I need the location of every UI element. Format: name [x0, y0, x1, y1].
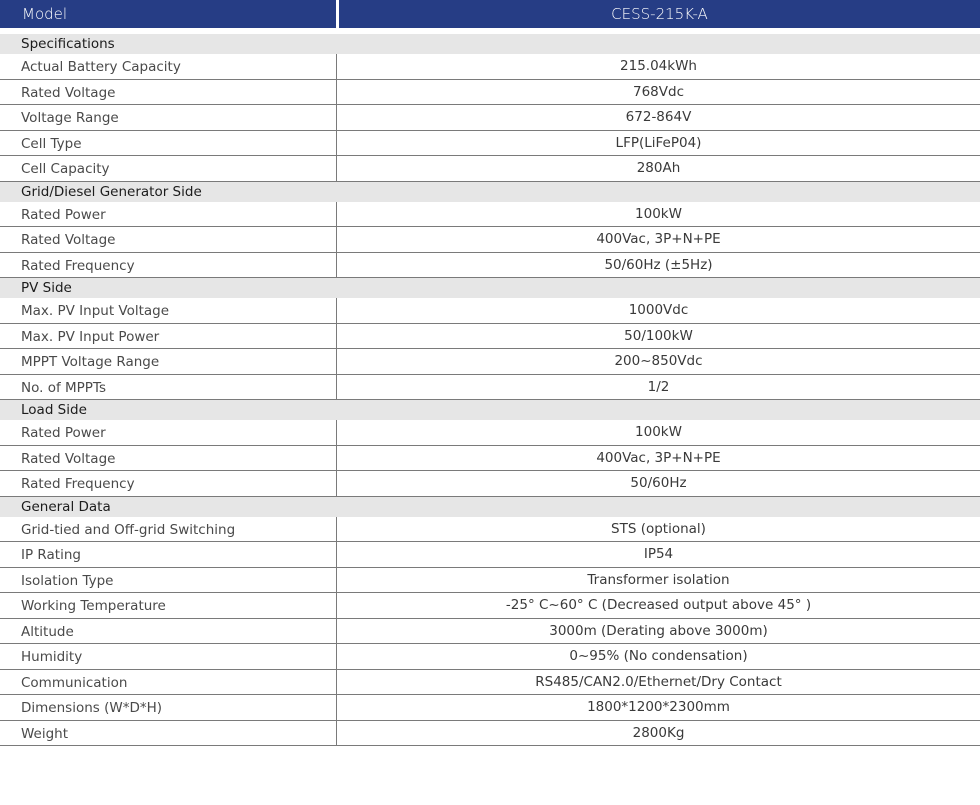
header-model: CESS-215K-A [339, 0, 980, 28]
row-value: IP54 [643, 546, 674, 562]
row-label: Rated Voltage [0, 446, 337, 471]
row-value: -25° C~60° C (Decreased output above 45° ) [505, 597, 812, 613]
row-value: 100kW [635, 424, 682, 440]
table-row [0, 471, 980, 497]
table-row [0, 517, 980, 543]
row-label: Weight [0, 721, 337, 746]
table-row [0, 375, 980, 401]
row-value: 400Vac, 3P+N+PE [596, 449, 721, 466]
section-header: Specifications [0, 34, 980, 54]
row-value: 50/100kW [624, 327, 693, 344]
table-row [0, 568, 980, 594]
row-value: 215.04kWh [620, 58, 697, 74]
table-row [0, 695, 980, 721]
table-body [0, 34, 980, 746]
table-row [0, 670, 980, 696]
table-row [0, 324, 980, 350]
row-label: MPPT Voltage Range [0, 349, 337, 374]
section-header: Grid/Diesel Generator Side [0, 182, 980, 202]
row-label: Cell Type [0, 131, 337, 156]
row-value: STS (optional) [611, 520, 706, 537]
row-value: 50/60Hz (±5Hz) [604, 256, 713, 273]
section-header: General Data [0, 497, 980, 517]
row-value: RS485/CAN2.0/Ethernet/Dry Contact [535, 673, 782, 690]
table-row [0, 156, 980, 182]
table-row [0, 105, 980, 131]
table-row [0, 542, 980, 568]
row-value: 1/2 [647, 378, 670, 395]
header-label: Model [0, 0, 336, 28]
row-label: Grid-tied and Off-grid Switching [0, 517, 337, 542]
row-value: 2800Kg [632, 724, 685, 741]
table-row [0, 721, 980, 747]
section-header: PV Side [0, 278, 980, 298]
row-value: 100kW [635, 205, 682, 222]
table-row [0, 644, 980, 670]
table-row [0, 253, 980, 279]
table-row [0, 131, 980, 157]
row-value: 0~95% (No condensation) [569, 648, 748, 664]
table-row [0, 420, 980, 446]
row-label: Working Temperature [0, 593, 337, 618]
row-label: IP Rating [0, 542, 337, 567]
row-label: Max. PV Input Voltage [0, 298, 337, 323]
table-header [0, 0, 980, 28]
row-value: 200~850Vdc [614, 353, 703, 369]
row-label: Humidity [0, 644, 337, 669]
row-value: 1000Vdc [628, 302, 689, 318]
row-label: Rated Voltage [0, 80, 337, 105]
table-row [0, 446, 980, 472]
row-label: Cell Capacity [0, 156, 337, 181]
row-label: Isolation Type [0, 568, 337, 593]
row-label: Communication [0, 670, 337, 695]
row-label: Rated Power [0, 420, 337, 445]
row-value: 768Vdc [633, 83, 684, 100]
table-row [0, 227, 980, 253]
table-row [0, 593, 980, 619]
row-label: Voltage Range [0, 105, 337, 130]
table-row [0, 80, 980, 106]
table-row [0, 349, 980, 375]
row-value: 1800*1200*2300mm [587, 699, 730, 715]
table-row [0, 298, 980, 324]
row-value: Transformer isolation [587, 571, 730, 588]
row-label: Rated Voltage [0, 227, 337, 252]
table-row [0, 619, 980, 645]
row-label: Rated Frequency [0, 471, 337, 496]
row-label: Altitude [0, 619, 337, 644]
row-label: Actual Battery Capacity [0, 54, 337, 79]
row-value: 3000m (Derating above 3000m) [549, 622, 768, 639]
row-value: 280Ah [636, 160, 681, 176]
section-header: Load Side [0, 400, 980, 420]
row-label: Dimensions (W*D*H) [0, 695, 337, 720]
row-value: LFP(LiFeP04) [615, 134, 702, 151]
row-label: Rated Frequency [0, 253, 337, 278]
row-label: No. of MPPTs [0, 375, 337, 400]
table-row [0, 54, 980, 80]
row-value: 400Vac, 3P+N+PE [596, 231, 721, 247]
row-value: 672-864V [625, 109, 692, 125]
row-label: Max. PV Input Power [0, 324, 337, 349]
row-label: Rated Power [0, 202, 337, 227]
row-value: 50/60Hz [630, 475, 687, 491]
table-row [0, 202, 980, 228]
